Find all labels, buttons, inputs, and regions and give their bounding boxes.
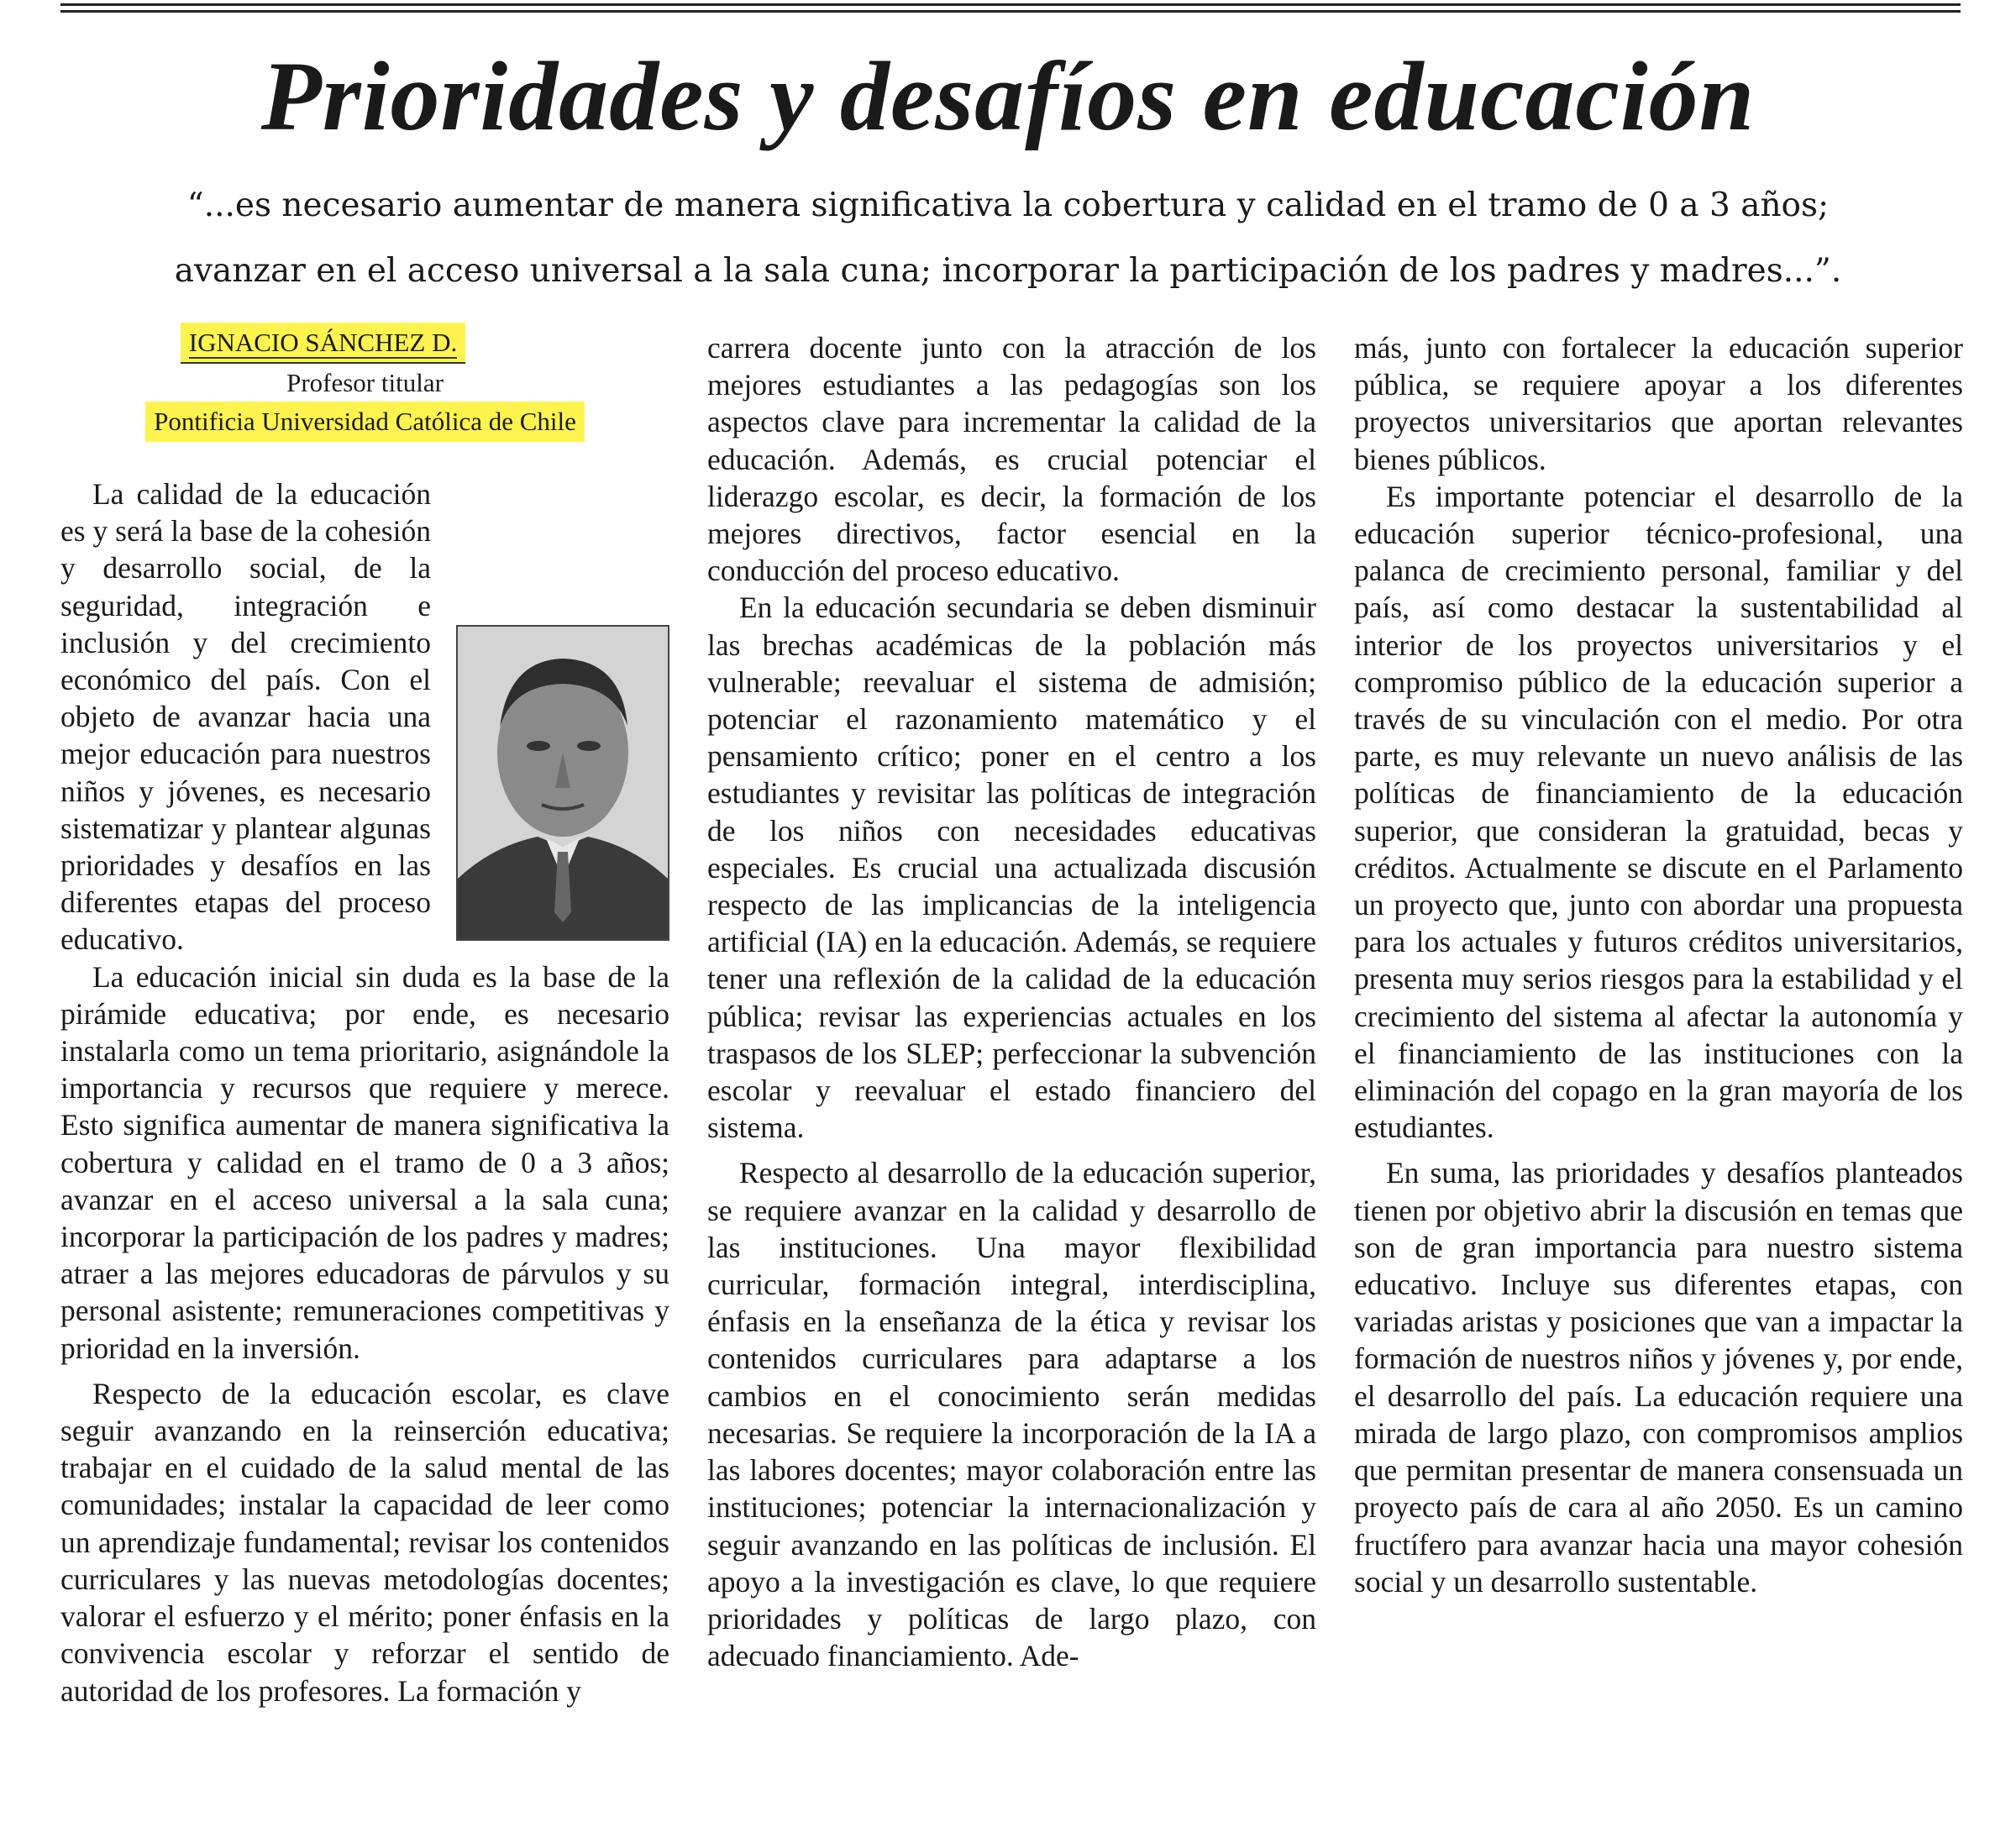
header-rules [60,3,1961,17]
column-1 [60,475,669,1709]
author-institution: Pontificia Universidad Católica de Chile [145,402,585,442]
paragraph-2: La educación inicial sin duda es la base de la pirámide educativa; por ende, es necesario instalarla como un tema prioritario, asignándole la importancia y recursos que requiere y merece. Esto significa aumentar de manera significativa la cobertura y calidad en el tramo de 0 a 3 años; avanzar en el acceso universal a la sala cuna; incorporar la participación de los padres y madres; atraer a las mejores educadoras de párvulos y su personal asistente; remuneraciones competitivas y prioridad en la inversión. [60,959,669,1365]
paragraph-5: En la educación secundaria se deben disminuir las brechas académicas de la población más vulnerable; reevaluar el sistema de admisión; potenciar el razonamiento matemático y el pensamiento crítico; poner en el centro a los estudiantes y revisitar las políticas de integración de los niños con necesidades educativas especiales. Es crucial una actualizada discusión respecto de las implicancias de la inteligencia artificial (IA) en la educación. Además, se requiere tener una reflexión de la calidad de la educación pública; revisar las experiencias actuales en los traspasos de los SLEP; perfeccionar la subvención escolar y reevaluar el estado financiero del sistema. [707,591,1316,1145]
byline [60,328,669,442]
author-portrait-icon [458,627,668,939]
paragraph-9: En suma, las prioridades y desafíos planteados tienen por objetivo abrir la discusión en temas que son de gran importancia para nuestro sistema educativo. Incluye sus diferentes etapas, con variadas aristas y posiciones que van a impactar la formación de nuestros niños y jóvenes y, por ende, el desarrollo del país. La educación requiere una mirada de largo plazo, con compromisos amplios que permitan presentar de manera consensuada un proyecto país de cara al año 2050. Es un camino fructífero para avanzar hacia una mayor cohesión social y un desarrollo sustentable. [1354,1156,1963,1599]
pull-quote-line-2: avanzar en el acceso universal a la sala cuna; incorporar la participación de los padres y madres...”. [174,252,1842,290]
author-name: IGNACIO SÁNCHEZ D. [181,328,465,358]
paragraph-3: Respecto de la educación escolar, es clave seguir avanzando en la reinserción educativa; trabajar en el cuidado de la salud mental de las comunidades; instalar la capacidad de leer como un aprendizaje fundamental; revisar los contenidos curriculares y las nuevas metodologías docentes; valorar el esfuerzo y el mérito; poner énfasis en la convivencia escolar y reforzar el sentido de autoridad de los profesores. La formación y [60,1376,669,1708]
author-role: Profesor titular [286,368,444,397]
paragraph-4: carrera docente junto con la atracción de los mejores estudiantes a las pedagogías son los aspectos clave para incrementar la calidad de la educación. Además, es crucial potenciar el liderazgo escolar, es decir, la formación de los mejores directivos, factor esencial en la conducción del proceso educativo. [707,331,1316,588]
paragraph-1: La calidad de la educación es y será la base de la cohesión y desarrollo social, de la seguridad, integración e inclusión y del crecimiento económico del país. Con el objeto de avanzar hacia una mejor educación para nuestros niños y jóvenes, es necesario sistematizar y plantear algunas prioridades y desafíos en las diferentes etapas del proceso educativo. [60,477,431,957]
article-title: Prioridades y desafíos en educación [260,41,1756,151]
paragraph-7: más, junto con fortalecer la educación superior pública, se requiere apoyar a los diferentes proyectos universitarios que aportan relevantes bienes públicos. [1354,331,1963,476]
column-3 [1354,329,1963,1600]
paragraph-8: Es importante potenciar el desarrollo de la educación superior técnico-profesional, una palanca de crecimiento personal, familiar y del país, así como destacar la sustentabilidad al interior de los proyectos universitarios y el compromiso público de la educación superior a través de su vinculación con el medio. Por otra parte, es muy relevante un nuevo análisis de las políticas de financiamiento de la educación superior, que consideran la gratuidad, becas y créditos. Actualmente se discute en el Parlamento un proyecto que, junto con abordar una propuesta para los actuales y futuros créditos universitarios, presenta muy serios riesgos para la estabilidad y el crecimiento del sistema al afectar la autonomía y el financiamiento de las instituciones con la eliminación del copago en la gran mayoría de los estudiantes. [1354,479,1963,1145]
pull-quote-line-1: “...es necesario aumentar de manera significativa la cobertura y calidad en el tramo de 0 a 3 años; [186,186,1830,224]
pull-quote [84,173,1932,304]
paragraph-6: Respecto al desarrollo de la educación superior, se requiere avanzar en la calidad y desarrollo de las instituciones. Una mayor flexibilidad curricular, formación integral, interdisciplina, énfasis en la enseñanza de la ética y revisar los contenidos curriculares para adaptarse a los cambios en el conocimiento serán medidas necesarias. Se requiere la incorporación de la IA a las labores docentes; mayor colaboración entre las instituciones; potenciar la internacionalización y seguir avanzando en las políticas de inclusión. El apoyo a la investigación es clave, lo que requiere prioridades y políticas de largo plazo, con adecuado financiamiento. Ade- [707,1156,1316,1673]
author-photo [456,625,669,941]
column-2 [707,329,1316,1674]
